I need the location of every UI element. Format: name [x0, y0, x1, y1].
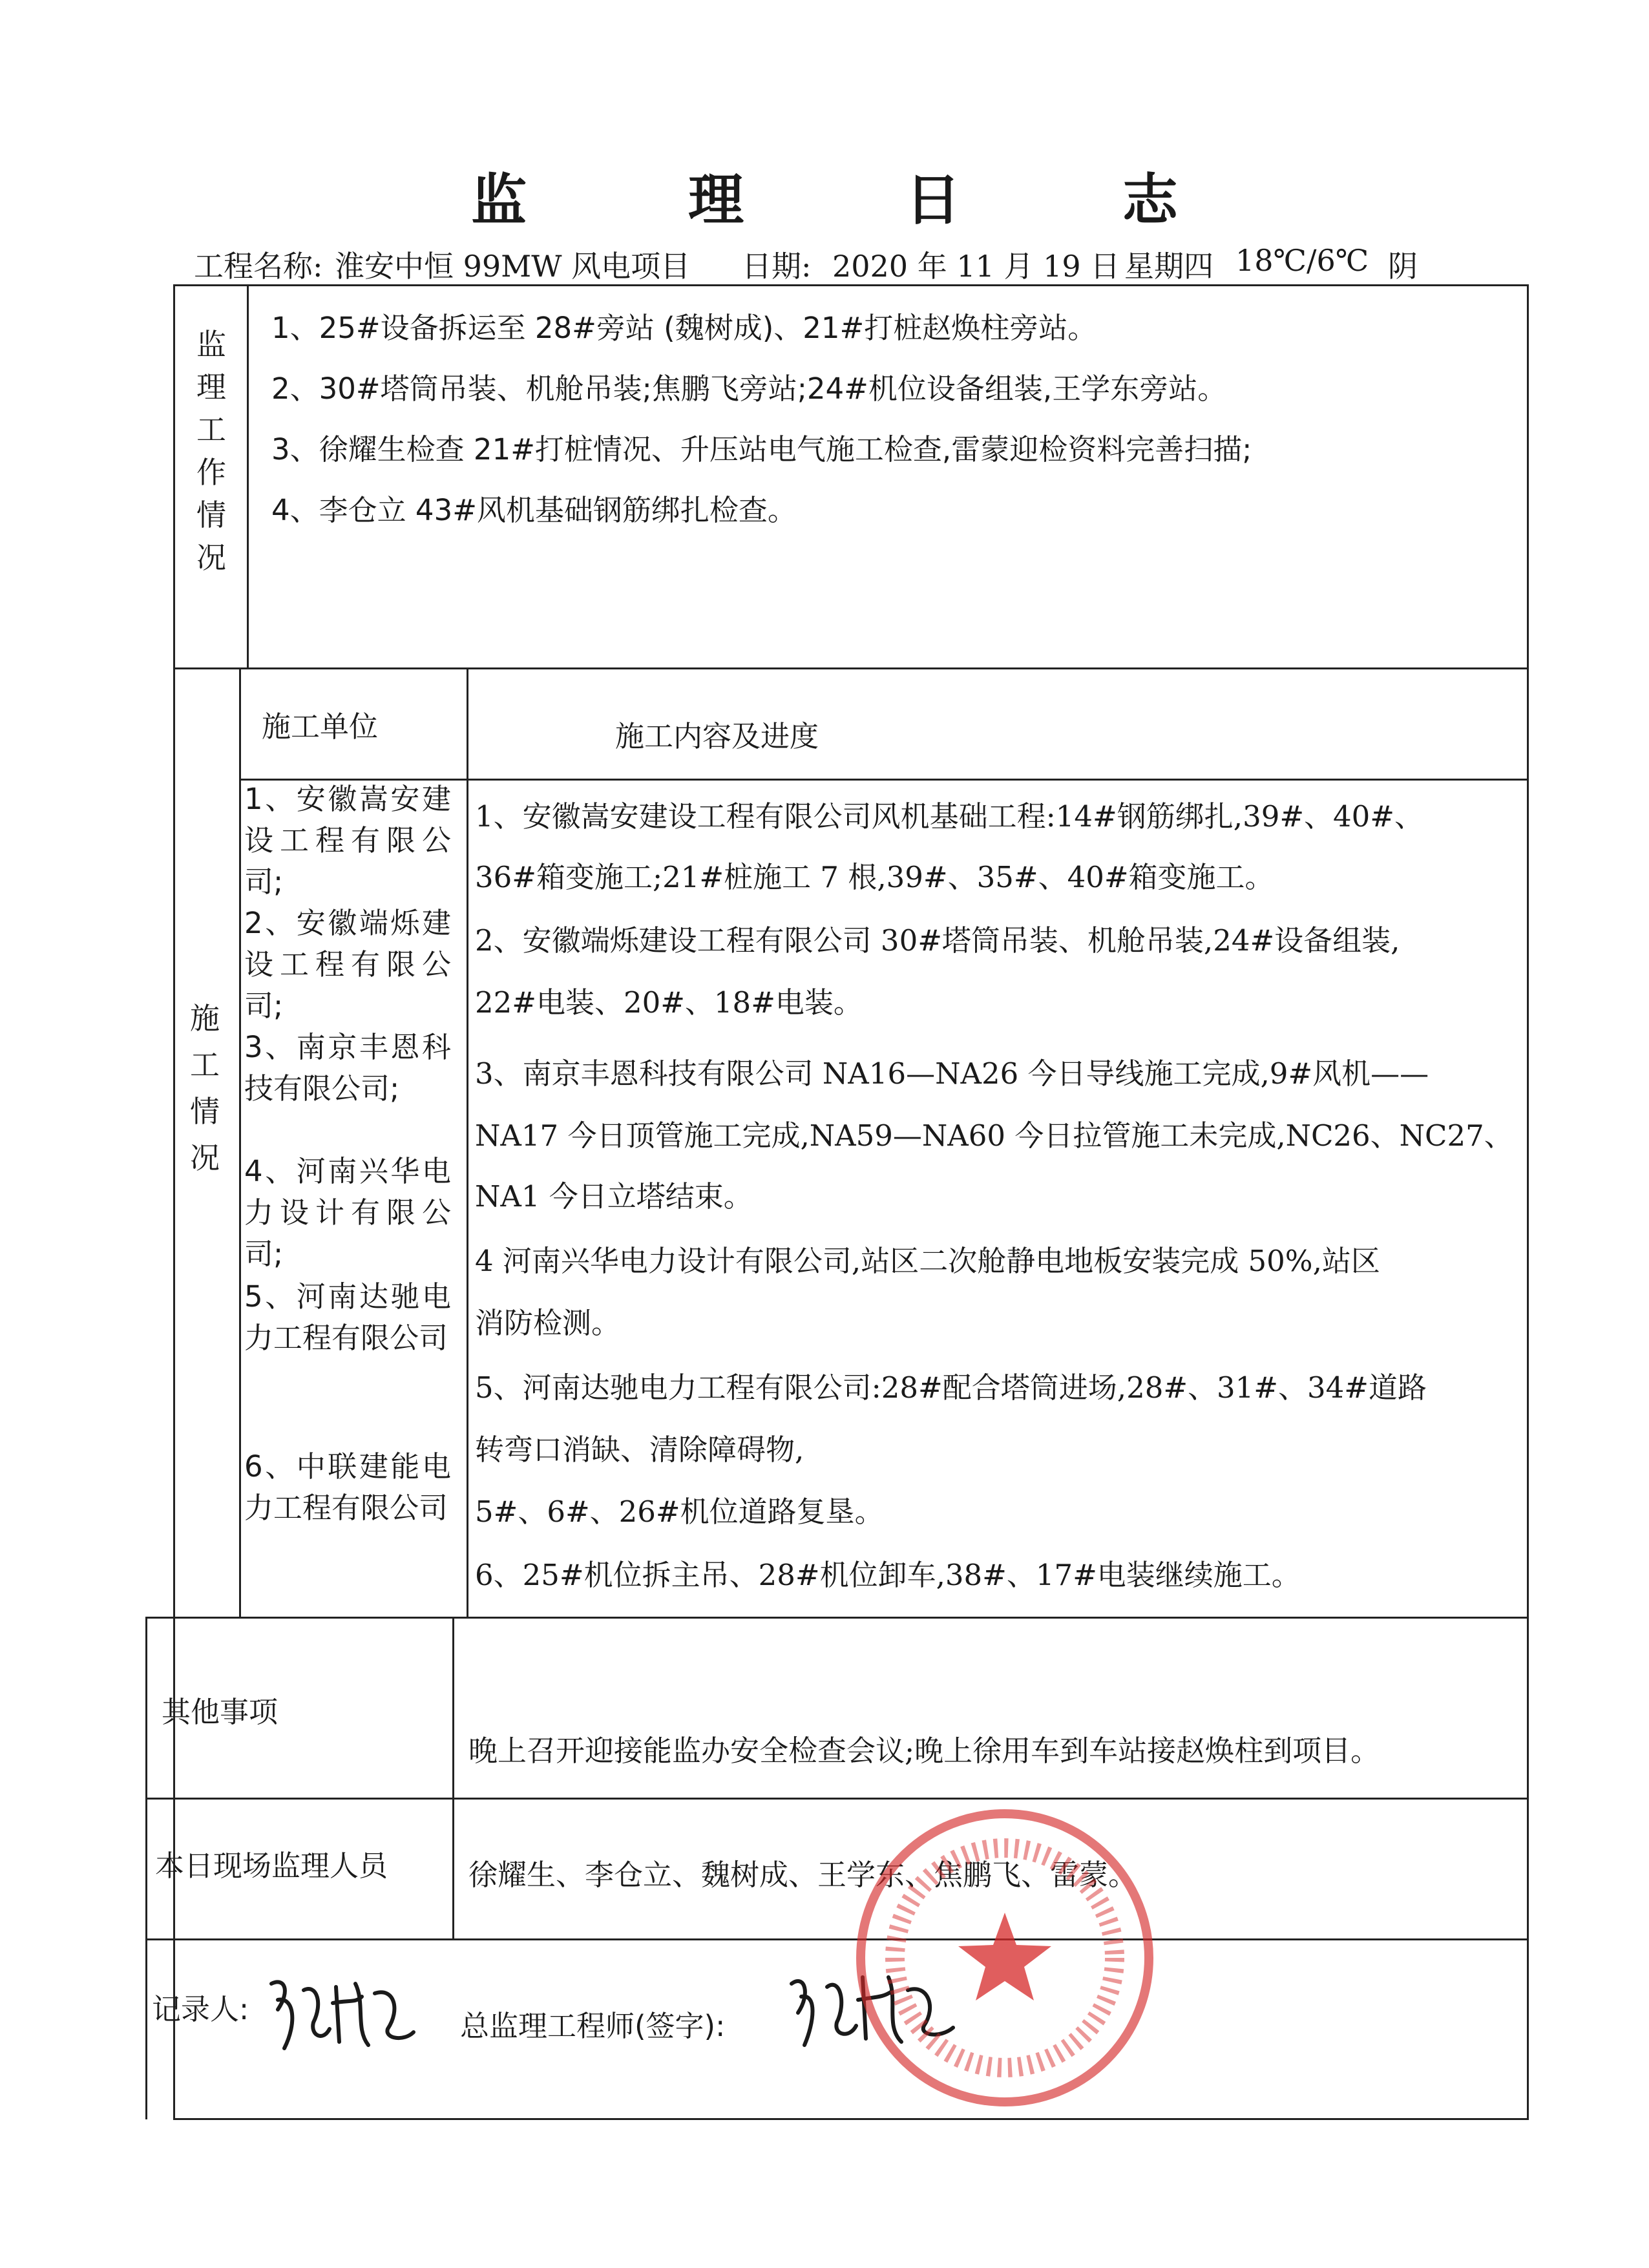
weekday: 星期四	[1124, 249, 1213, 284]
weather: 阴	[1388, 249, 1418, 284]
content-line: NA1 今日立塔结束。	[475, 1179, 753, 1213]
project-name: 淮安中恒 99MW 风电项目	[335, 249, 691, 284]
col-header-content: 施工内容及进度	[615, 719, 819, 753]
content-line: 36#箱变施工;21#桩施工 7 根,39#、35#、40#箱变施工。	[475, 860, 1274, 894]
page-title: 监 理 日 志	[471, 168, 1249, 233]
chief-label: 总监理工程师(签字):	[460, 2009, 726, 2043]
supervision-label: 监 理 工 作 情 况	[196, 327, 226, 575]
supervision-item: 3、徐耀生检查 21#打桩情况、升压站电气施工检查,雷蒙迎检资料完善扫描;	[271, 432, 1252, 467]
content-line: 5、河南达驰电力工程有限公司:28#配合塔筒进场,28#、31#、34#道路	[475, 1370, 1427, 1405]
content-line: NA17 今日顶管施工完成,NA59—NA60 今日拉管施工未完成,NC26、NC27、	[475, 1118, 1513, 1153]
content-line: 消防检测。	[475, 1306, 621, 1340]
content-line: 22#电装、20#、18#电装。	[475, 985, 863, 1020]
recorder-label: 记录人:	[152, 1992, 249, 2026]
unit-item: 1、安徽嵩安建设工程有限公司;	[244, 782, 451, 899]
temperature: 18℃/6℃	[1235, 243, 1369, 278]
date-value: 2020 年 11 月 19 日	[832, 249, 1120, 284]
other-label: 其他事项	[162, 1695, 278, 1729]
unit-item: 3、南京丰恩科技有限公司;	[244, 1030, 451, 1106]
unit-item: 5、河南达驰电力工程有限公司	[244, 1279, 451, 1355]
seal-star-icon	[865, 1818, 1144, 2097]
content-line: 4 河南兴华电力设计有限公司,站区二次舱静电地板安装完成 50%,站区	[475, 1244, 1380, 1278]
company-seal	[856, 1809, 1153, 2106]
project-label: 工程名称:	[194, 249, 323, 284]
content-line: 5#、6#、26#机位道路复垦。	[475, 1495, 884, 1529]
col-header-unit: 施工单位	[262, 709, 379, 744]
unit-item: 4、河南兴华电力设计有限公司;	[244, 1154, 451, 1271]
staff-label: 本日现场监理人员	[155, 1849, 388, 1883]
other-text: 晚上召开迎接能监办安全检查会议;晚上徐用车到车站接赵焕柱到项目。	[468, 1734, 1380, 1768]
construction-label: 施 工 情 况	[190, 1001, 220, 1175]
recorder-signature	[258, 1964, 426, 2061]
content-line: 1、安徽嵩安建设工程有限公司风机基础工程:14#钢筋绑扎,39#、40#、	[475, 799, 1423, 834]
date-label: 日期:	[742, 249, 812, 284]
content-line: 6、25#机位拆主吊、28#机位卸车,38#、17#电装继续施工。	[475, 1558, 1301, 1592]
content-line: 2、安徽端烁建设工程有限公司 30#塔筒吊装、机舱吊装,24#设备组装,	[475, 923, 1400, 958]
supervision-item: 4、李仓立 43#风机基础钢筋绑扎检查。	[271, 493, 797, 527]
staff-text: 徐耀生、李仓立、魏树成、王学东、焦鹏飞、雷蒙。	[468, 1858, 1138, 1892]
supervision-item: 1、25#设备拆运至 28#旁站 (魏树成)、21#打桩赵焕柱旁站。	[271, 311, 1097, 345]
unit-item: 6、中联建能电力工程有限公司	[244, 1449, 451, 1525]
content-line: 3、南京丰恩科技有限公司 NA16—NA26 今日导线施工完成,9#风机——	[475, 1056, 1429, 1091]
unit-item: 2、安徽端烁建设工程有限公司;	[244, 906, 451, 1023]
content-line: 转弯口消缺、清除障碍物,	[475, 1433, 804, 1467]
supervision-item: 2、30#塔筒吊装、机舱吊装;焦鹏飞旁站;24#机位设备组装,王学东旁站。	[271, 372, 1227, 406]
